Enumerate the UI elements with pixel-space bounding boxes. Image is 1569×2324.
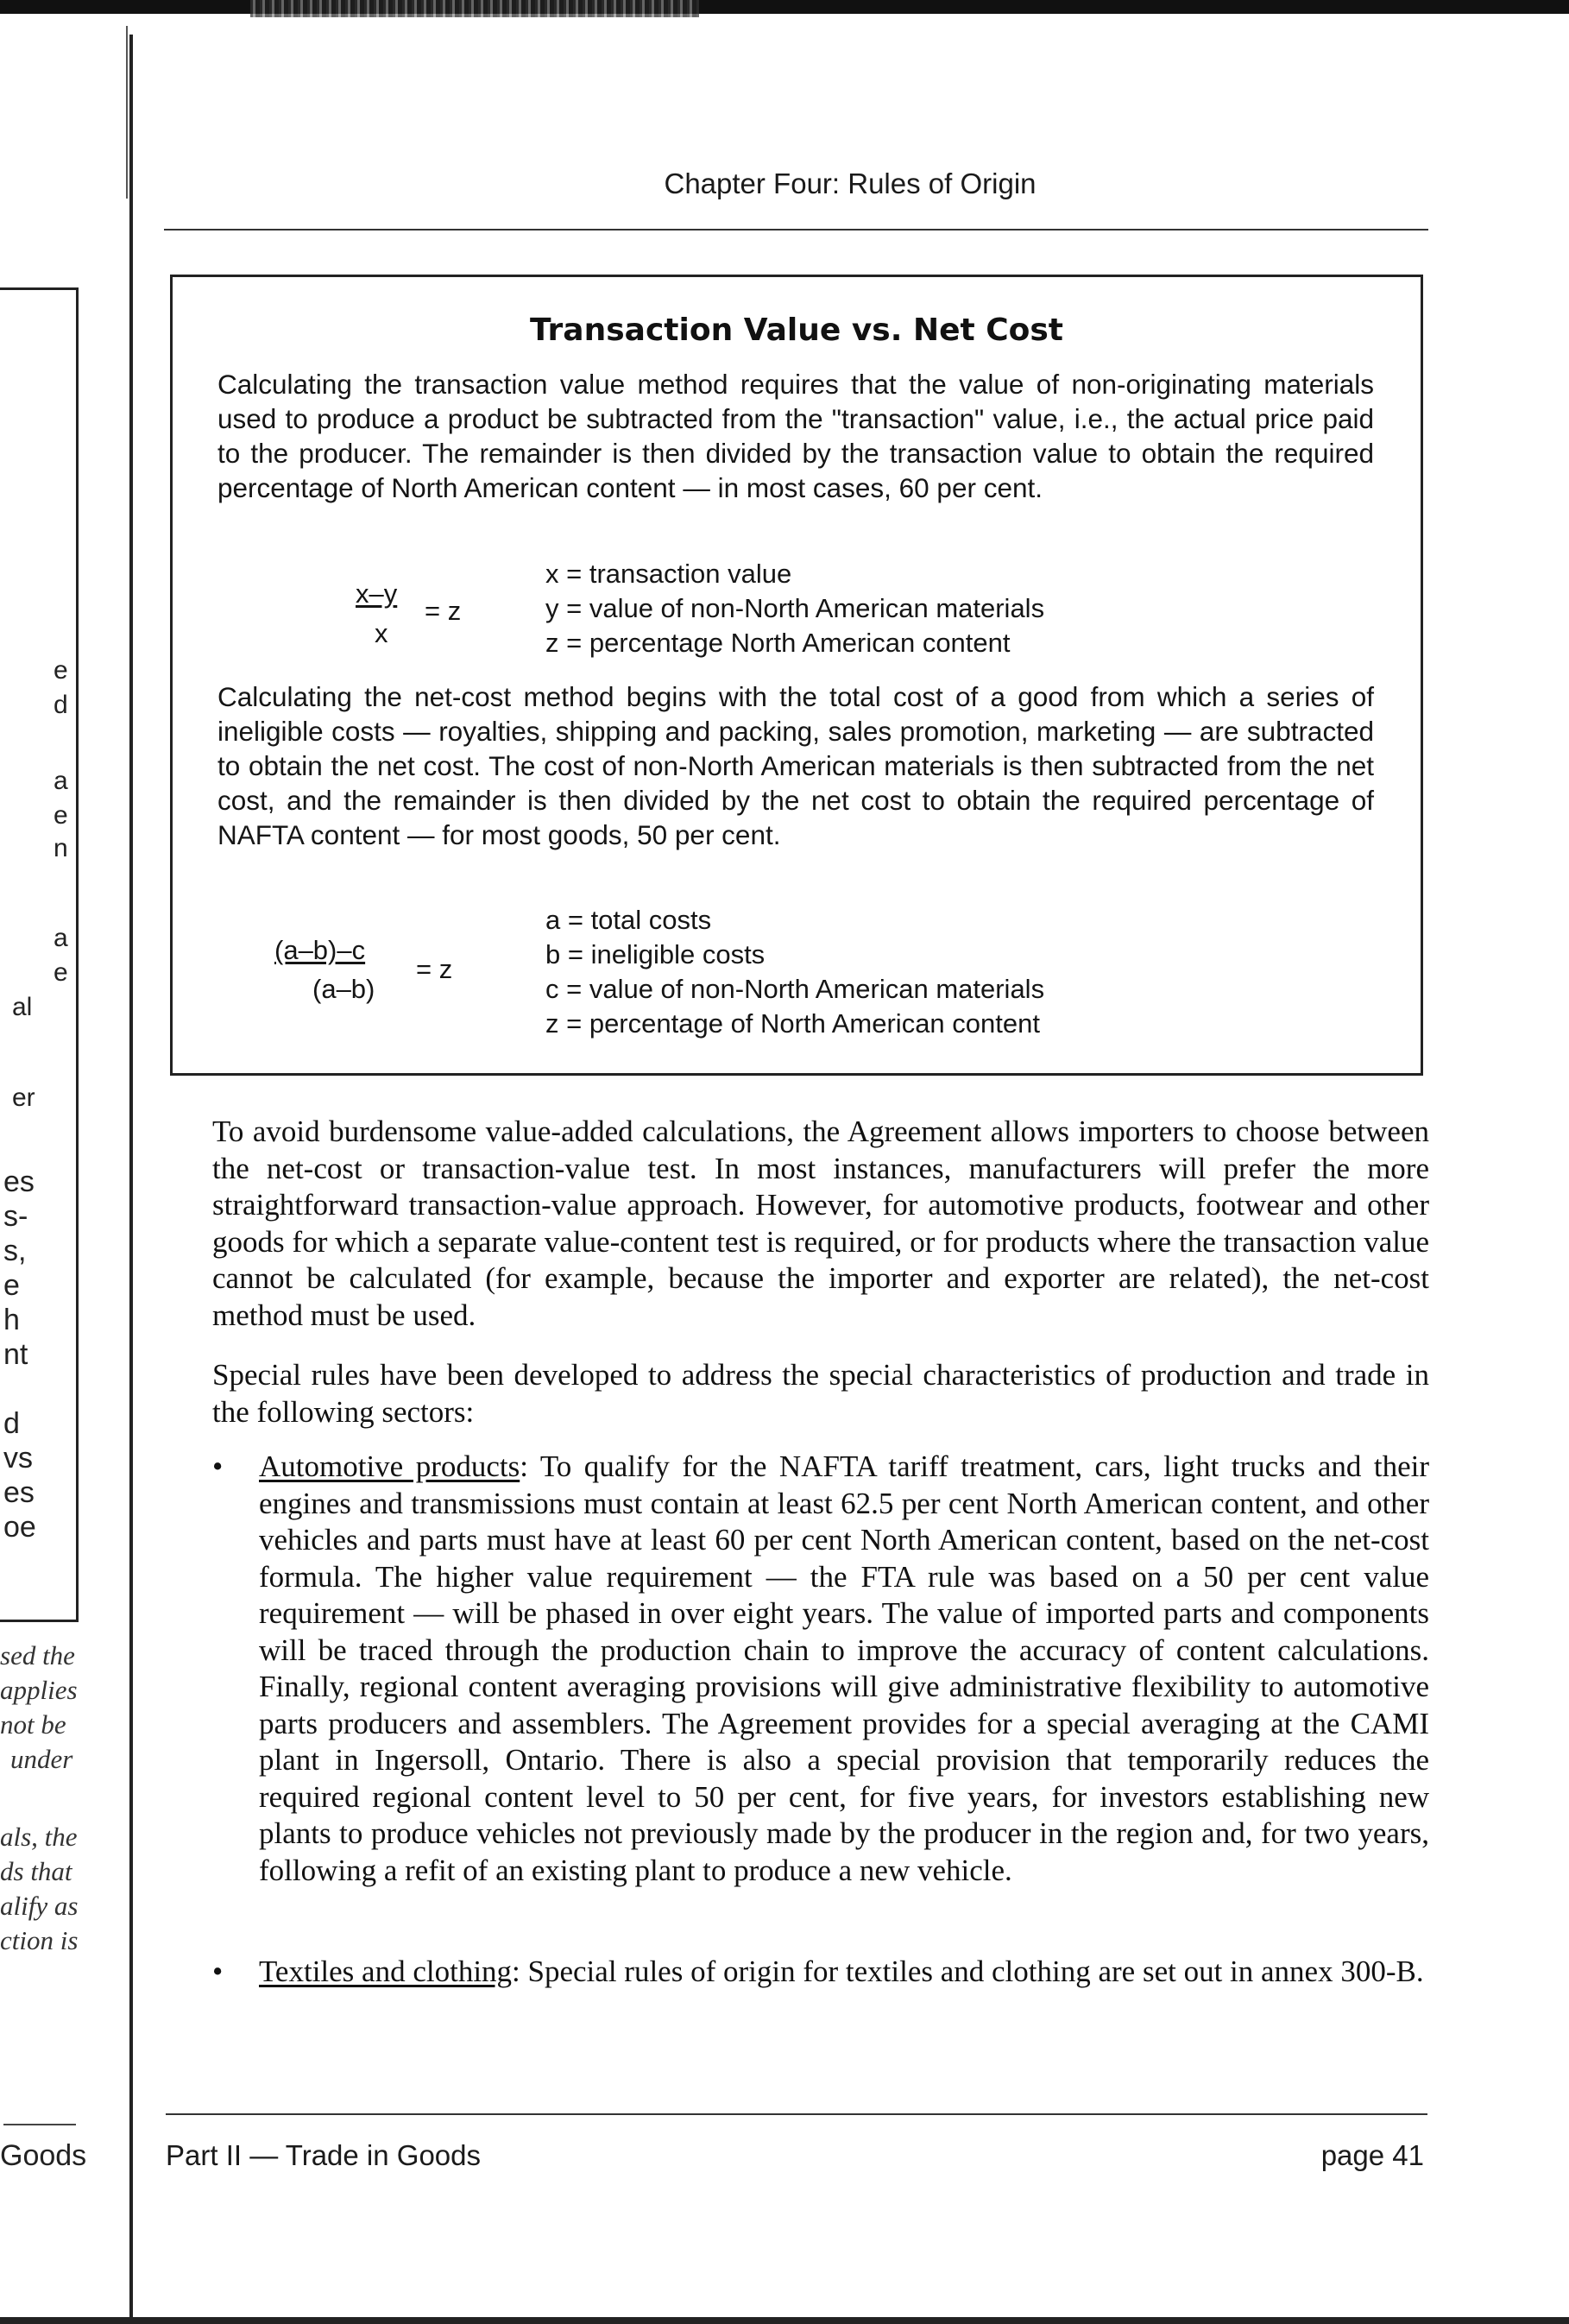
bullet-marker: •	[212, 1955, 224, 1988]
formula-equals: = z	[416, 954, 453, 984]
previous-page-fragment: es	[3, 1165, 35, 1198]
formula-denominator: (a–b)	[312, 974, 375, 1004]
body-paragraph-text: Special rules have been developed to address the special characteristics of production and trade in the following sectors:	[212, 1358, 1429, 1429]
body-paragraph	[212, 1114, 1429, 1334]
bullet-text: : Special rules of origin for textiles and clothing are set out in annex 300-B.	[512, 1955, 1424, 1988]
previous-page-fragment: under	[10, 1744, 73, 1774]
formula-variable: z = percentage North American content	[545, 628, 1011, 658]
previous-page-fragment: oe	[3, 1511, 36, 1544]
bullet-marker: •	[212, 1449, 224, 1483]
bullet-term: Automotive products	[259, 1449, 520, 1483]
formula-variable-list	[545, 557, 1044, 660]
body-paragraph	[212, 1357, 1429, 1430]
previous-page-fragment: vs	[3, 1442, 33, 1475]
transaction-value-paragraph: Calculating the transaction value method requires that the value of non-originating materials used to produce a product be subtracted from the "transaction" value, i.e., the actual price paid to the producer. The remainder is then divided by the transaction value to obtain the required percentage of North American content — in most cases, 60 per cent.	[217, 369, 1374, 503]
footer-section-label: Part II — Trade in Goods	[166, 2139, 481, 2171]
footer-rule	[166, 2113, 1427, 2115]
page-binding-edge-shadow	[126, 26, 128, 199]
previous-page-fragment: d	[3, 1407, 20, 1440]
previous-page-fragment: a	[54, 924, 68, 952]
formula-variable: y = value of non-North American materials	[545, 593, 1045, 623]
formula-variable: b = ineligible costs	[545, 939, 766, 969]
formula-variable: c = value of non-North American materials	[545, 974, 1045, 1004]
previous-page-fragment: n	[54, 834, 68, 862]
formula-variable: z = percentage of North American content	[545, 1008, 1040, 1039]
bullet-text: : To qualify for the NAFTA tariff treatment, cars, light trucks and their engines and transmissions must contain at least 62.5 per cent North American content, and other vehicles and parts must have at least 60 per cent North American content, based on the net-cost formula. The higher value requirement — the FTA rule was based on a 50 per cent value requirement — will be phased in over eight years. The value of imported parts and components will be traced through the production chain to improve the accuracy of content calculations. Finally, regional content averaging provisions will give administrative flexibility to automotive parts producers and assemblers. The Agreement provides for a special averaging at the CAMI plant in Ingersoll, Ontario. There is also a special provision that temporarily reduces the required regional content level to 50 per cent, for five years, for investors establishing new plants to produce vehicles not previously made by the producer in the region and, for two years, following a refit of an existing plant to produce a new vehicle.	[259, 1449, 1429, 1887]
bullet-textiles-and-clothing	[259, 1954, 1429, 1991]
sidebar-box-title: Transaction Value vs. Net Cost	[529, 313, 1064, 348]
previous-page-fragment: ction is	[0, 1925, 79, 1955]
scan-noise	[250, 0, 699, 17]
header-rule	[164, 229, 1428, 231]
formula-variable: a = total costs	[545, 905, 712, 935]
bullet-term: Textiles and clothing	[259, 1955, 513, 1988]
scan-bottom-edge	[0, 2317, 1569, 2324]
page-number: page 41	[1320, 2139, 1424, 2171]
chapter-title: Chapter Four: Rules of Origin	[664, 167, 1037, 199]
previous-page-fragment: nt	[3, 1338, 28, 1371]
body-paragraph-text: To avoid burdensome value-added calculations, the Agreement allows importers to choose between the net-cost or transaction-value test. In most instances, manufacturers will prefer the more straightforward transaction-value approach. However, for automotive products, footwear and other goods for which a separate value-content test is required, or for products where the transaction value cannot be calculated (for example, because the importer and exporter are related), the net-cost method must be used.	[212, 1115, 1429, 1332]
previous-page-fragment: sed the	[0, 1640, 75, 1670]
formula-equals: = z	[425, 596, 462, 626]
bullet-automotive-products	[259, 1449, 1429, 1889]
previous-page-fragment: e	[3, 1269, 20, 1302]
previous-page-fragment: e	[54, 656, 68, 685]
formula-numerator: (a–b)–c	[274, 935, 366, 965]
previous-page-fragment: al	[12, 993, 33, 1021]
previous-page-fragment: e	[54, 801, 68, 830]
previous-page-fragment: s,	[3, 1235, 27, 1267]
formula-denominator: x	[375, 618, 388, 648]
page-binding-edge	[129, 35, 133, 2324]
formula-variable: x = transaction value	[545, 559, 792, 589]
previous-page-fragment: ds that	[0, 1856, 72, 1886]
previous-page-fragment: h	[3, 1304, 20, 1336]
previous-page-footer-fragment: Goods	[0, 2139, 87, 2172]
formula-variable-list	[545, 903, 1044, 1041]
previous-page-fragment: alify as	[0, 1891, 79, 1921]
previous-page-fragment: d	[54, 691, 68, 719]
previous-page-fragment: e	[54, 958, 68, 987]
formula-numerator: x–y	[356, 578, 398, 609]
net-cost-paragraph: Calculating the net-cost method begins with the total cost of a good from which a series of ineligible costs — royalties, shipping and packing, sales promotion, marketing — are subtracted to obtain the net cost. The cost of non-North American materials is then subtracted from the net cost, and the remainder is then divided by the net cost to obtain the required percentage of NAFTA content — for most goods, 50 per cent.	[217, 681, 1374, 850]
previous-page-footer-rule	[3, 2124, 76, 2125]
previous-page-fragment: s-	[3, 1200, 28, 1233]
previous-page-fragment: applies	[0, 1675, 78, 1705]
scan-top-edge	[0, 0, 1569, 14]
previous-page-fragment: er	[12, 1083, 35, 1112]
previous-page-fragment: a	[54, 767, 68, 795]
previous-page-fragment: als, the	[0, 1822, 78, 1852]
previous-page-fragment: not be	[0, 1709, 66, 1740]
previous-page-fragment: es	[3, 1476, 35, 1509]
